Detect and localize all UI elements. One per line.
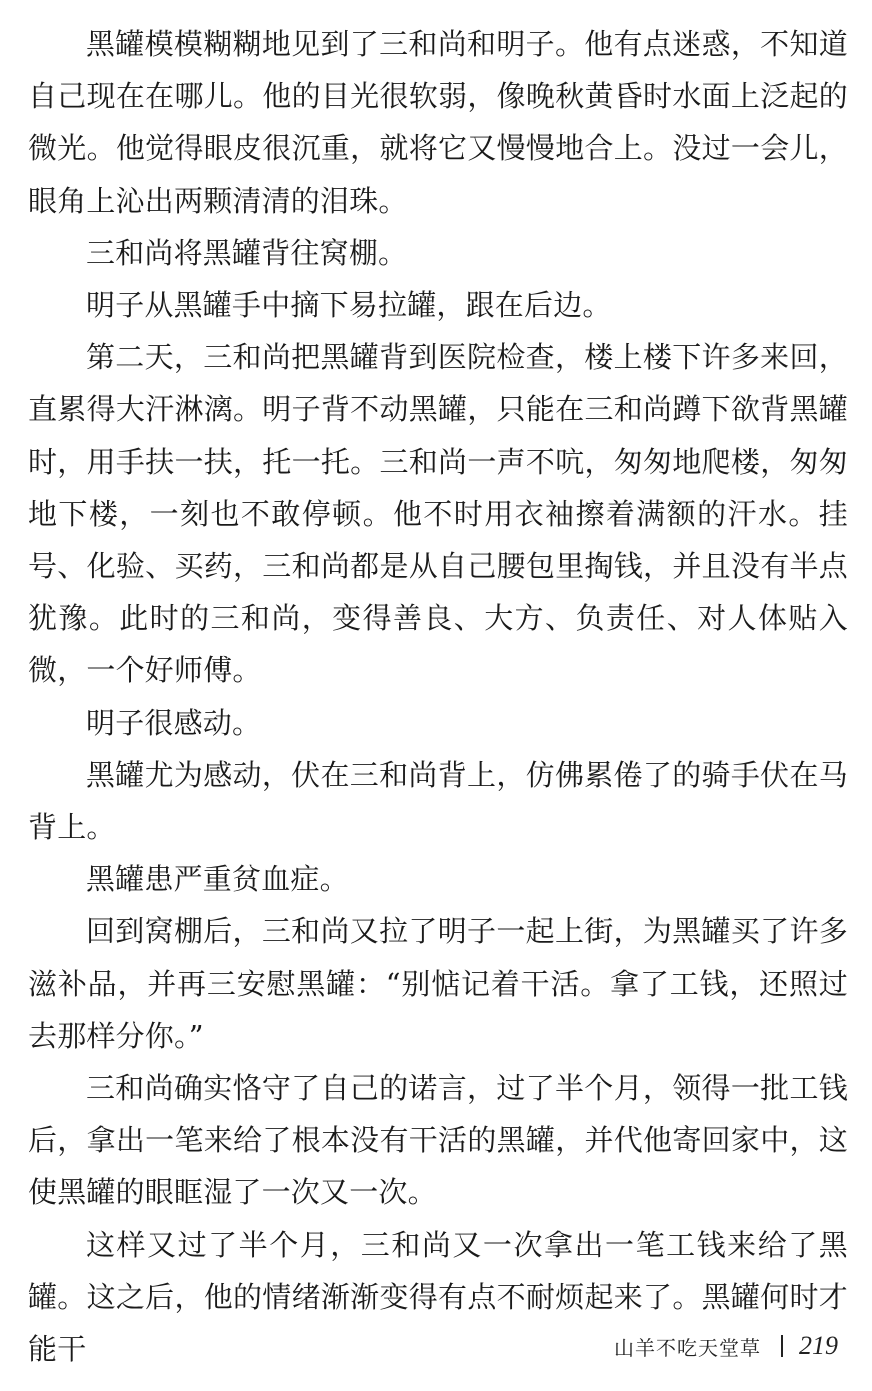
page-footer — [614, 1326, 838, 1366]
paragraph: 黑罐患严重贫血症。 — [86, 862, 349, 897]
paragraph: 三和尚确实恪守了自己的诺言，过了半个月，领得一批工钱后，拿出一笔来给了根本没有干活的黑罐，并代他寄回家中，这使黑罐的眼眶湿了一次又一次。 — [28, 1071, 848, 1210]
paragraph: 回到窝棚后，三和尚又拉了明子一起上街，为黑罐买了许多滋补品，并再三安慰黑罐：“别惦记着干活。拿了工钱，还照过去那样分你。” — [28, 914, 848, 1053]
paragraph: 黑罐尤为感动，伏在三和尚背上，仿佛累倦了的骑手伏在马背上。 — [28, 757, 848, 845]
footer-divider — [781, 1335, 783, 1357]
paragraph: 黑罐模模糊糊地见到了三和尚和明子。他有点迷惑，不知道自己现在在哪儿。他的目光很软弱，像晚秋黄昏时水面上泛起的微光。他觉得眼皮很沉重，就将它又慢慢地合上。没过一会儿，眼角上沁出两颗清清的泪珠。 — [28, 27, 848, 218]
paragraph: 明子从黑罐手中摘下易拉罐，跟在后边。 — [86, 288, 612, 323]
paragraph: 这样又过了半个月，三和尚又一次拿出一笔工钱来给了黑罐。这之后，他的情绪渐渐变得有点不耐烦起来了。黑罐何时才能干 — [28, 1227, 848, 1367]
page-body — [28, 18, 848, 1375]
page-number: 219 — [799, 1331, 838, 1360]
paragraph: 三和尚将黑罐背往窝棚。 — [86, 235, 408, 270]
paragraph: 第二天，三和尚把黑罐背到医院检查，楼上楼下许多来回，直累得大汗淋漓。明子背不动黑罐，只能在三和尚蹲下欲背黑罐时，用手扶一扶，托一托。三和尚一声不吭，匆匆地爬楼，匆匆地下楼，一刻也不敢停顿。他不时用衣袖擦着满额的汗水。挂号、化验、买药，三和尚都是从自己腰包里掏钱，并且没有半点犹豫。此时的三和尚，变得善良、大方、负责任、对人体贴入微，一个好师傅。 — [28, 340, 848, 688]
running-title: 山羊不吃天堂草 — [614, 1335, 761, 1360]
paragraph: 明子很感动。 — [86, 705, 262, 740]
